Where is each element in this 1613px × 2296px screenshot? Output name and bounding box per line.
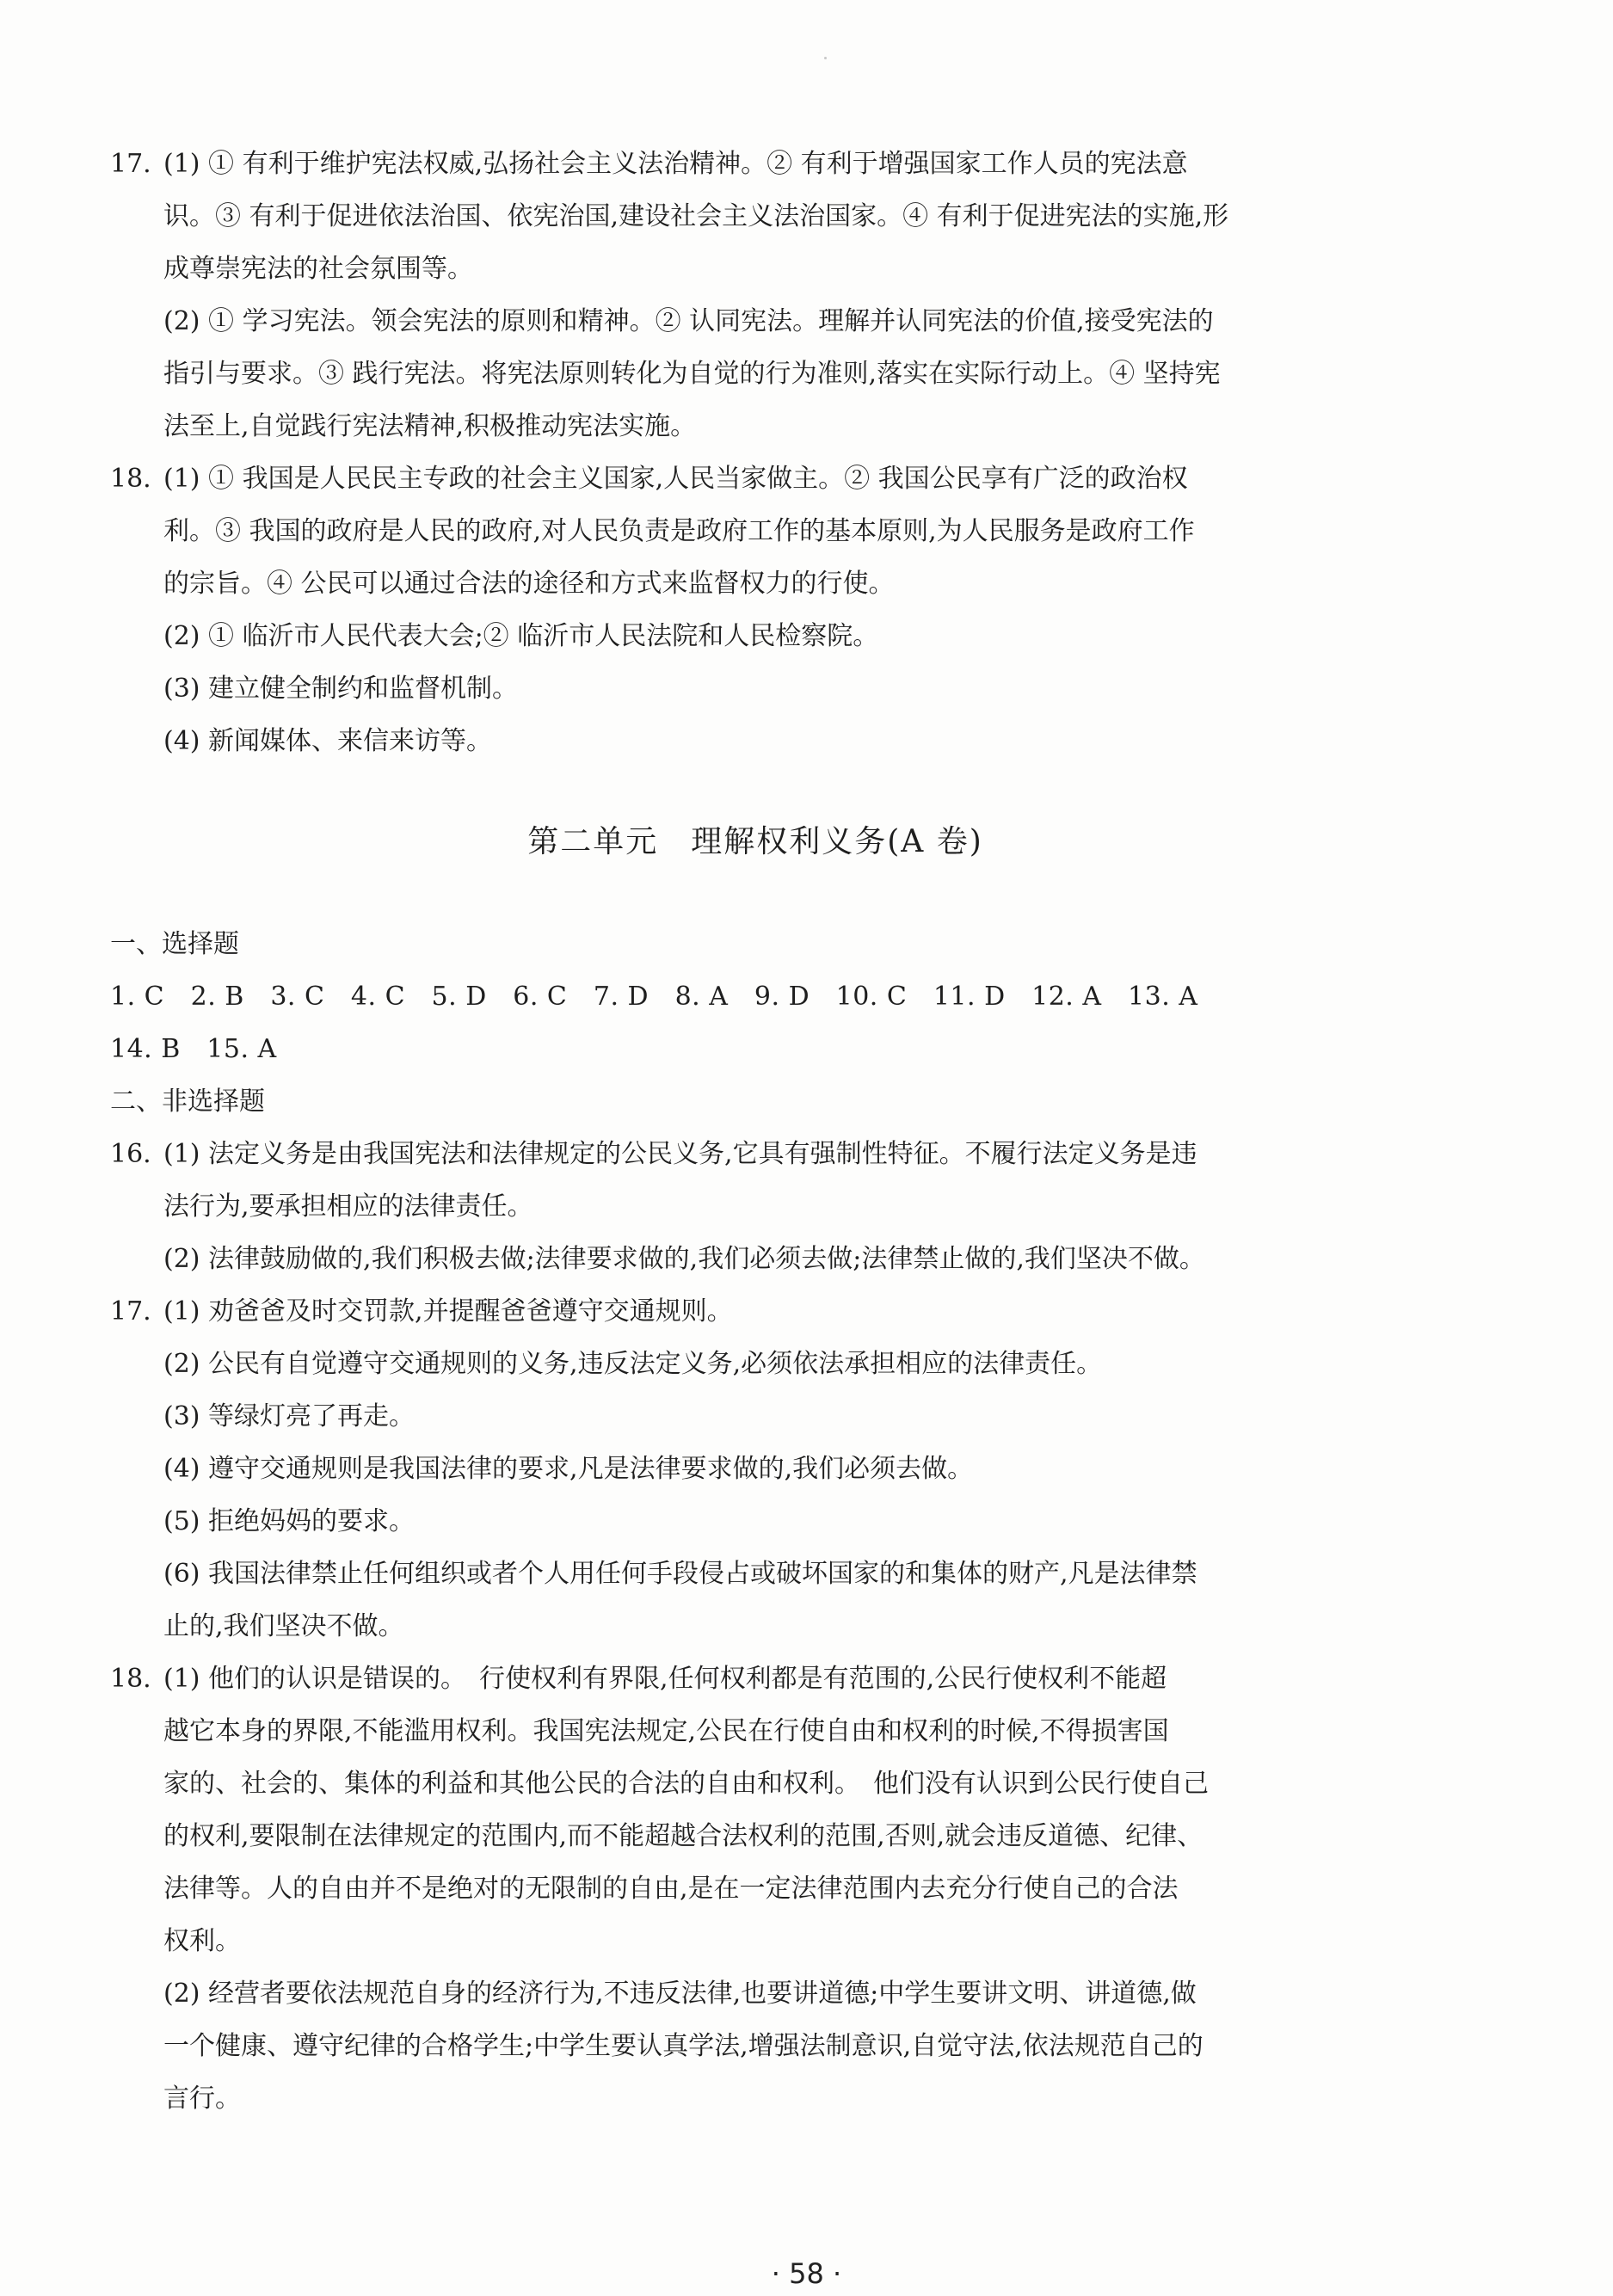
answer-text: 一个健康、遵守纪律的合格学生;中学生要认真学法,增强法制意识,自觉守法,依法规范自己的 — [163, 2031, 1204, 2061]
q16-line1 — [110, 1128, 1401, 1180]
q17-prev-line2 — [110, 190, 1401, 243]
q17-line4 — [110, 1443, 1401, 1495]
q18-prev-line3 — [110, 557, 1401, 610]
question-number: 17. — [110, 149, 151, 179]
q17-line6 — [110, 1548, 1401, 1600]
q16-line2 — [110, 1180, 1401, 1233]
answer-text: (4) 遵守交通规则是我国法律的要求,凡是法律要求做的,我们必须去做。 — [163, 1454, 974, 1484]
section-heading-nonchoice: 二、非选择题 — [110, 1086, 265, 1117]
answer-text: 权利。 — [163, 1926, 241, 1956]
answer-content — [110, 138, 1401, 2125]
answer-text: 言行。 — [163, 2084, 241, 2114]
q17-line3 — [110, 1390, 1401, 1443]
answer-text: (1) 法定义务是由我国宪法和法律规定的公民义务,它具有强制性特征。不履行法定义务是违 — [163, 1139, 1197, 1169]
answer-text: (3) 建立健全制约和监督机制。 — [163, 674, 519, 704]
question-number: 18. — [110, 464, 151, 494]
q17-line5 — [110, 1495, 1401, 1548]
unit-title: 第二单元 理解权利义务(A 卷) — [527, 824, 983, 859]
q18-prev-line1 — [110, 452, 1401, 505]
q18-prev-line5 — [110, 662, 1401, 715]
answer-text: 的权利,要限制在法律规定的范围内,而不能超越合法权利的范围,否则,就会违反道德、纪律、 — [163, 1821, 1204, 1851]
q18-line4 — [110, 1810, 1401, 1862]
answer-text: 的宗旨。④ 公民可以通过合法的途径和方式来监督权力的行使。 — [163, 569, 895, 599]
q18-line8 — [110, 2020, 1401, 2072]
q17-prev-line4 — [110, 295, 1401, 348]
page-number: · 58 · — [771, 2257, 842, 2290]
answer-text: (1) 劝爸爸及时交罚款,并提醒爸爸遵守交通规则。 — [163, 1296, 733, 1327]
question-number: 17. — [110, 1296, 151, 1327]
q18-line7 — [110, 1967, 1401, 2020]
question-number: 18. — [110, 1664, 151, 1694]
answer-text: (6) 我国法律禁止任何组织或者个人用任何手段侵占或破坏国家的和集体的财产,凡是法律禁 — [163, 1559, 1197, 1589]
section-heading-choice: 一、选择题 — [110, 929, 239, 959]
q18-line9 — [110, 2072, 1401, 2125]
answer-text: 指引与要求。③ 践行宪法。将宪法原则转化为自觉的行为准则,落实在实际行动上。④ 坚持宪 — [163, 359, 1221, 389]
answer-text: 法行为,要承担相应的法律责任。 — [163, 1191, 533, 1222]
q18-line2 — [110, 1705, 1401, 1757]
scan-speck — [824, 57, 827, 59]
answer-text: 止的,我们坚决不做。 — [163, 1611, 404, 1641]
q17-prev-line6 — [110, 400, 1401, 452]
q16-line3 — [110, 1233, 1401, 1285]
q18-prev-line6 — [110, 715, 1401, 767]
answer-text: 家的、社会的、集体的利益和其他公民的合法的自由和权利。 他们没有认识到公民行使自己 — [163, 1769, 1209, 1799]
q18-line1 — [110, 1653, 1401, 1705]
q17-line2 — [110, 1338, 1401, 1390]
answer-text: (1) ① 我国是人民民主专政的社会主义国家,人民当家做主。② 我国公民享有广泛的政治权 — [163, 464, 1188, 494]
answer-text: 利。③ 我国的政府是人民的政府,对人民负责是政府工作的基本原则,为人民服务是政府工作 — [163, 516, 1195, 546]
answer-text: (2) ① 临沂市人民代表大会;② 临沂市人民法院和人民检察院。 — [163, 621, 879, 651]
answer-text: (1) ① 有利于维护宪法权威,弘扬社会主义法治精神。② 有利于增强国家工作人员的宪法意 — [163, 149, 1188, 179]
q18-prev-line2 — [110, 505, 1401, 557]
answer-text: (2) 法律鼓励做的,我们积极去做;法律要求做的,我们必须去做;法律禁止做的,我们坚决不做。 — [163, 1244, 1205, 1274]
q17-line1 — [110, 1285, 1401, 1338]
answer-text: (5) 拒绝妈妈的要求。 — [163, 1506, 416, 1536]
q18-line3 — [110, 1757, 1401, 1810]
answer-text: (2) 公民有自觉遵守交通规则的义务,违反法定义务,必须依法承担相应的法律责任。 — [163, 1349, 1103, 1379]
q18-prev-line4 — [110, 610, 1401, 662]
q18-line5 — [110, 1862, 1401, 1915]
answer-text: (3) 等绿灯亮了再走。 — [163, 1401, 416, 1431]
answer-text: (1) 他们的认识是错误的。 行使权利有界限,任何权利都是有范围的,公民行使权利不能超 — [163, 1664, 1167, 1694]
q17-prev-line5 — [110, 348, 1401, 400]
answer-text: (2) 经营者要依法规范自身的经济行为,不违反法律,也要讲道德;中学生要讲文明、讲道德,做 — [163, 1979, 1197, 2009]
answer-text: 越它本身的界限,不能滥用权利。我国宪法规定,公民在行使自由和权利的时候,不得损害国 — [163, 1716, 1169, 1746]
answer-text: (2) ① 学习宪法。领会宪法的原则和精神。② 认同宪法。理解并认同宪法的价值,接受宪法的 — [163, 306, 1214, 336]
q17-line7 — [110, 1600, 1401, 1653]
answer-text: 法至上,自觉践行宪法精神,积极推动宪法实施。 — [163, 411, 697, 441]
q18-line6 — [110, 1915, 1401, 1967]
answer-text: 识。③ 有利于促进依法治国、依宪治国,建设社会主义法治国家。④ 有利于促进宪法的实施,形 — [163, 201, 1229, 231]
choice-answers-line1: 1. C 2. B 3. C 4. C 5. D 6. C 7. D 8. A 9. D 10. C 11. D 12. A 13. A — [110, 982, 1198, 1012]
answer-text: 法律等。人的自由并不是绝对的无限制的自由,是在一定法律范围内去充分行使自己的合法 — [163, 1874, 1179, 1904]
answer-text: (4) 新闻媒体、来信来访等。 — [163, 726, 493, 756]
choice-answers-line2: 14. B 15. A — [110, 1034, 277, 1064]
question-number: 16. — [110, 1139, 151, 1169]
q17-prev-line3 — [110, 243, 1401, 295]
answer-text: 成尊崇宪法的社会氛围等。 — [163, 254, 473, 284]
q17-prev-line1 — [110, 138, 1401, 190]
